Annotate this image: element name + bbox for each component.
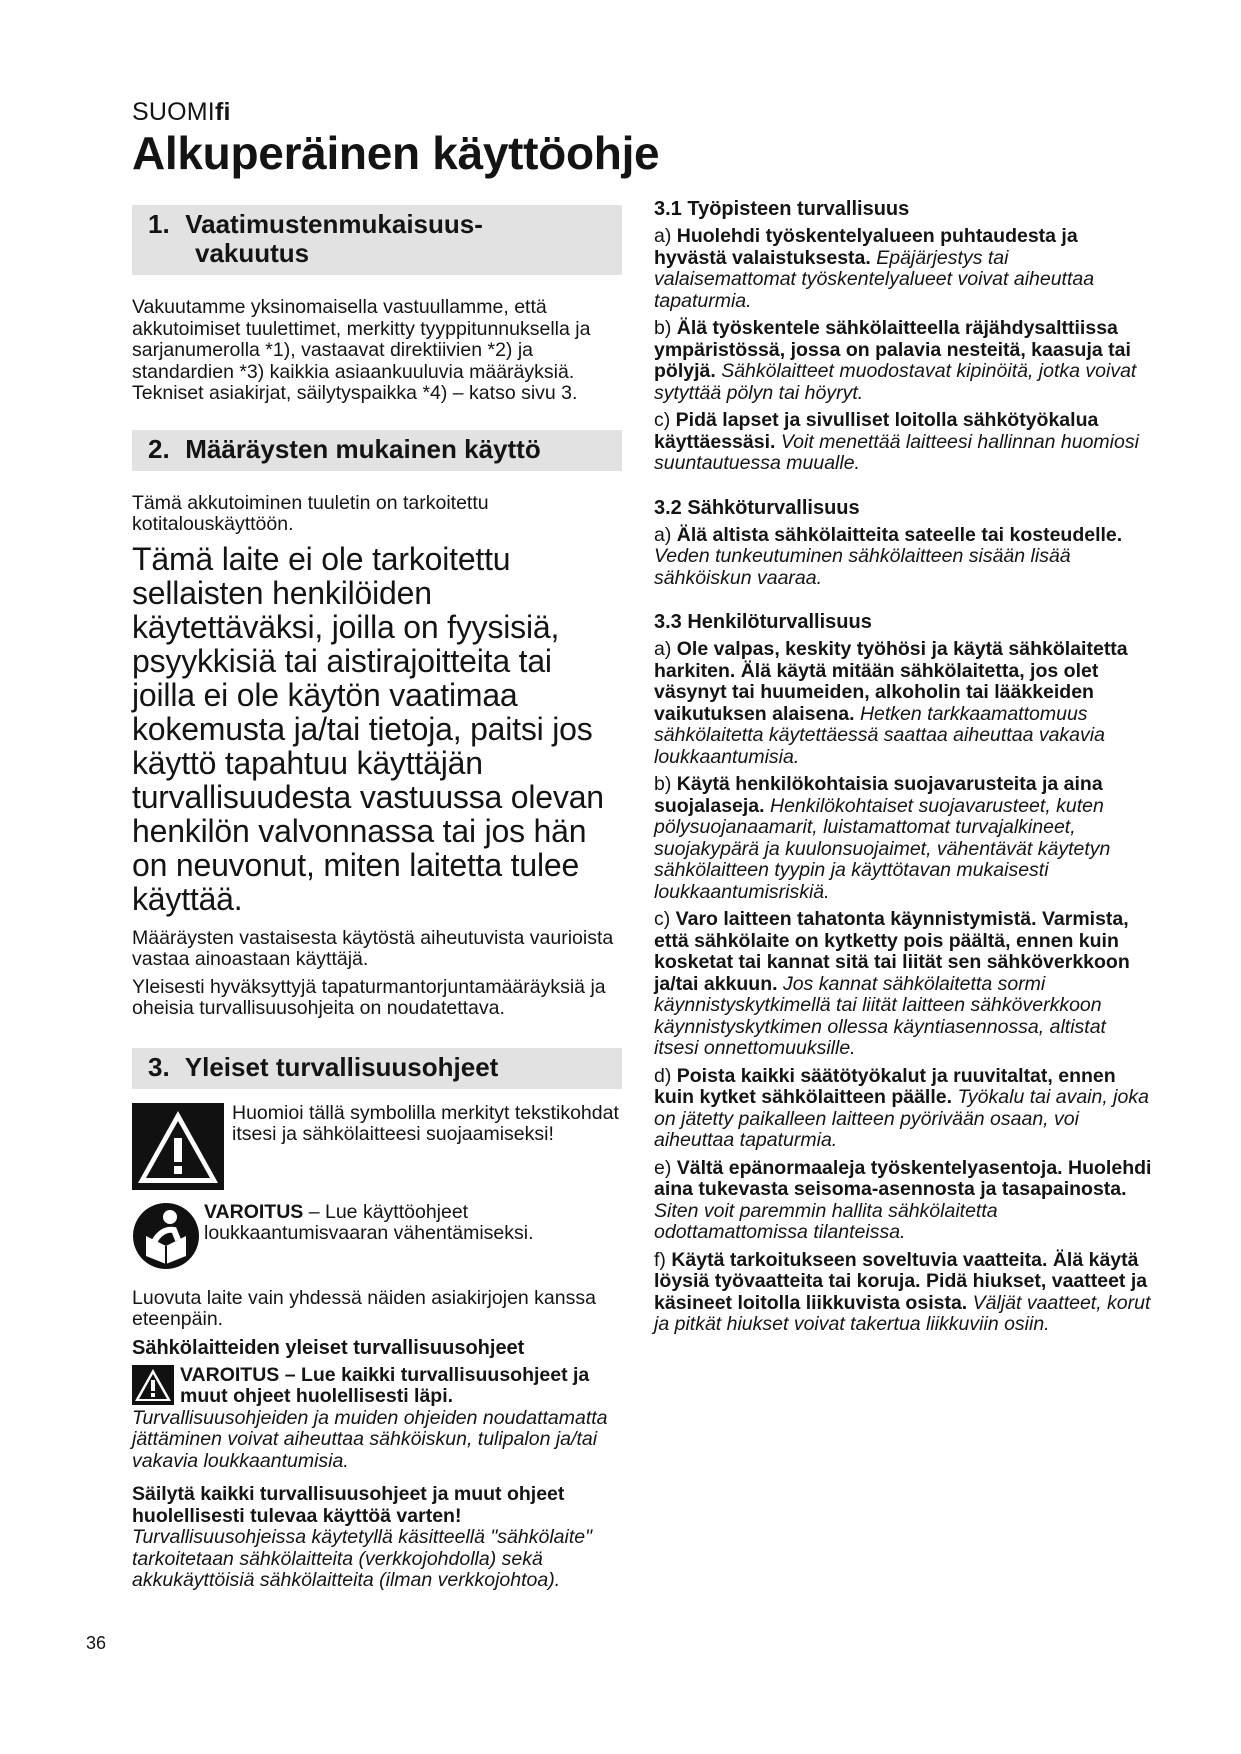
s31-b-bold: Älä työskentele sähkölaitteella räjähdysalttiissa ympäristössä, jossa on palavia nesteitä, kaasuja tai pölyjä. xyxy=(654,317,1131,382)
s33-f-italic: Väljät vaatteet, korut ja pitkät hiukset voivat takertua liikkuviin osiin. xyxy=(654,1291,1151,1335)
s33-d-italic: Työkalu tai avain, joka on jätetty paikalleen laitteen pyörivään osaan, voi aiheuttaa tapaturmia. xyxy=(654,1086,1149,1151)
s31-a-italic: Epäjärjestys tai valaisemattomat työskentelyalueet voivat aiheuttaa tapaturmia. xyxy=(654,246,1095,312)
section-3-1-heading: 3.1 Työpisteen turvallisuus xyxy=(654,198,910,220)
pass-on-text: Luovuta laite vain yhdessä näiden asiakirjojen kanssa eteenpäin. xyxy=(132,1286,596,1330)
read-all-warning xyxy=(132,1365,622,1473)
language-name: SUOMI xyxy=(132,98,215,126)
s33-b-bold: Käytä henkilökohtaisia suojavarusteita ja aina suojalaseja. xyxy=(654,773,1103,817)
s33-c-italic: Jos kannat sähkölaitetta sormi käynnistyskytkimellä tai liität laitteen sähköverkkoon käynnistyskytkimen ollessa käyntiasennossa, altistat itsesi onnettomuuksille. xyxy=(654,972,1106,1059)
s33-item-f xyxy=(654,1250,1154,1336)
s33-item-b xyxy=(654,774,1154,903)
s31-a-marker: a) xyxy=(654,225,677,247)
s33-a-bold: Ole valpas, keskity työhösi ja käytä sähkölaitetta harkiten. Älä käytä mitään sähkölaitetta, jos olet väsynyt tai huumeiden, alkoholin tai lääkkeiden vaikutuksen alaisena. xyxy=(654,638,1128,725)
warning-triangle-icon xyxy=(132,1103,224,1190)
s31-a-bold: Huolehdi työskentelyalueen puhtaudesta ja hyvästä valaistuksesta. xyxy=(654,225,1078,269)
read-manual-icon xyxy=(132,1202,200,1270)
s33-a-italic: Hetken tarkkaamattomuus sähkölaitetta käytettäessä saattaa aiheuttaa vakavia loukkaantumisia. xyxy=(654,702,1105,768)
s31-item-b xyxy=(654,318,1154,404)
regulations-text: Yleisesti hyväksyttyjä tapaturmantorjuntamääräyksiä ja oheisia turvallisuusohjeita on noudatettava. xyxy=(132,975,606,1019)
section-2-title: Määräysten mukainen käyttö xyxy=(185,433,541,464)
page-title: Alkuperäinen käyttöohje xyxy=(132,127,660,179)
s32-a-italic: Veden tunkeutuminen sähkölaitteen sisään lisää sähköiskun vaaraa. xyxy=(654,545,1071,589)
s33-f-bold: Käytä tarkoitukseen soveltuvia vaatteita. Älä käytä löysiä työvaatteita tai koruja. Pidä hiukset, vaatteet ja käsineet loitolla liikkuvista osista. xyxy=(654,1248,1148,1314)
section-1-number: 1. xyxy=(148,209,170,239)
read-manual-text xyxy=(204,1202,622,1245)
section-1-title-b: vakuutus xyxy=(195,238,310,268)
section-3-number: 3. xyxy=(148,1051,170,1082)
section-3-2-heading: 3.2 Sähköturvallisuus xyxy=(654,496,860,519)
s33-d-bold: Poista kaikki säätötyökalut ja ruuvitaltat, ennen kuin kytket sähkölaitteen päälle. xyxy=(654,1064,1116,1108)
s33-item-c xyxy=(654,909,1154,1060)
section-2-number: 2. xyxy=(148,433,170,464)
s32-a-marker: a) xyxy=(654,523,677,546)
section-1-title-a: Vaatimustenmukaisuus- xyxy=(185,209,483,239)
section-1-heading xyxy=(132,205,622,275)
s33-a-marker: a) xyxy=(654,638,677,660)
s31-item-a xyxy=(654,226,1154,312)
s33-d-marker: d) xyxy=(654,1064,677,1087)
s31-b-marker: b) xyxy=(654,317,677,339)
left-column xyxy=(132,205,622,1592)
section-3-3-heading: 3.3 Henkilöturvallisuus xyxy=(654,611,872,633)
language-label xyxy=(132,98,231,127)
declaration-text: Vakuutamme yksinomaisella vastuullamme, että akkutoimiset tuulettimet, merkitty tyyppitunnuksella ja sarjanumerolla *1), vastaavat direktiivien *2) ja standardien *3) kaikkia asiaankuuluvia määräyksiä. Tekniset asiakirjat, säilytyspaikka *4) – katso sivu 3. xyxy=(132,296,591,404)
read-manual-warning-word: VAROITUS xyxy=(204,1200,304,1223)
s31-c-italic: Voit menettää laitteesi hallinnan huomiosi suuntautuessa muualle. xyxy=(654,430,1139,474)
s33-e-marker: e) xyxy=(654,1156,677,1179)
warning-triangle-small-icon xyxy=(132,1365,174,1405)
s33-c-bold: Varo laitteen tahatonta käynnistymistä. Varmista, että sähkölaite on kytketty pois päältä, ennen kuin kosketat tai kannat sitä tai liität sen sähköverkkoon ja/tai akkuun. xyxy=(654,908,1130,995)
symbol-note xyxy=(132,1103,622,1190)
s33-item-d xyxy=(654,1066,1154,1152)
liability-text: Määräysten vastaisesta käytöstä aiheutuvista vaurioista vastaa ainoastaan käyttäjä. xyxy=(132,926,614,970)
s32-a-bold: Älä altista sähkölaitteita sateelle tai kosteudelle. xyxy=(676,523,1123,546)
read-manual-note xyxy=(132,1202,622,1270)
read-all-warning-bold: VAROITUS – Lue kaikki turvallisuusohjeet ja muut ohjeet huolellisesti läpi. xyxy=(180,1363,590,1407)
s33-e-italic: Siten voit paremmin hallita sähkölaitetta odottamattomissa tilanteissa. xyxy=(654,1199,998,1243)
restriction-notice: Tämä laite ei ole tarkoitettu sellaisten henkilöiden käytettäväksi, joilla on fyysisiä, psyykkisiä tai aistirajoitteita tai joilla ei ole käytön vaatimaa kokemusta ja/tai tietoja, paitsi jos käyttö tapahtuu käyttäjän turvallisuudesta vastuussa olevan henkilön valvonnassa tai jos hän on neuvonut, miten laitetta tulee käyttää. xyxy=(132,540,604,917)
right-column xyxy=(654,198,1154,1336)
s33-c-marker: c) xyxy=(654,908,676,930)
keep-instructions-italic: Turvallisuusohjeissa käytetyllä käsitteellä "sähkölaite" tarkoitetaan sähkölaitteita (verkkojohdolla) sekä akkukäyttöisiä sähkölaitteita (ilman verkkojohtoa). xyxy=(132,1526,593,1591)
section-3-title: Yleiset turvallisuusohjeet xyxy=(184,1051,499,1082)
section-2-heading xyxy=(132,430,622,471)
read-manual-instruction: – Lue käyttöohjeet loukkaantumisvaaran vähentämiseksi. xyxy=(204,1200,534,1244)
s33-item-a xyxy=(654,639,1154,768)
s31-c-marker: c) xyxy=(654,409,676,431)
s33-e-bold: Vältä epänormaaleja työskentelyasentoja. Huolehdi aina tukevasta seisoma-asennosta ja tasapainosta. xyxy=(654,1156,1152,1200)
s33-f-marker: f) xyxy=(654,1248,672,1271)
s32-item-a xyxy=(654,525,1154,590)
keep-instructions-bold: Säilytä kaikki turvallisuusohjeet ja muut ohjeet huolellisesti tulevaa käyttöä varten! xyxy=(132,1483,565,1527)
s31-c-bold: Pidä lapset ja sivulliset loitolla sähkötyökalua käyttäessäsi. xyxy=(654,409,1099,453)
read-all-warning-italic: Turvallisuusohjeiden ja muiden ohjeiden noudattamatta jättäminen voivat aiheuttaa sähköiskun, tulipalon ja/tai vakavia loukkaantumisia. xyxy=(132,1406,608,1472)
language-code: fi xyxy=(214,98,231,126)
page-number: 36 xyxy=(86,1633,107,1653)
s33-item-e xyxy=(654,1158,1154,1244)
intended-use-text: Tämä akkutoiminen tuuletin on tarkoitettu kotitalouskäyttöön. xyxy=(132,491,489,535)
symbol-note-text: Huomioi tällä symbolilla merkityt tekstikohdat itsesi ja sähkölaitteesi suojaamiseksi! xyxy=(232,1101,619,1145)
s33-b-italic: Henkilökohtaiset suojavarusteet, kuten pölysuojanaamarit, luistamattomat turvajalkineet, suojakypärä ja kuulonsuojaimet, vähentävät käytetyn sähkölaitteen tyypin ja käyttötavan mukaisesti loukkaantumisriskiä. xyxy=(654,794,1111,903)
s31-b-italic: Sähkölaitteet muodostavat kipinöitä, jotka voivat sytyttää pölyn tai höyryt. xyxy=(654,360,1137,404)
section-3-heading xyxy=(132,1048,622,1089)
general-safety-heading: Sähkölaitteiden yleiset turvallisuusohjeet xyxy=(132,1336,525,1359)
s33-b-marker: b) xyxy=(654,773,677,795)
s31-item-c xyxy=(654,410,1154,475)
